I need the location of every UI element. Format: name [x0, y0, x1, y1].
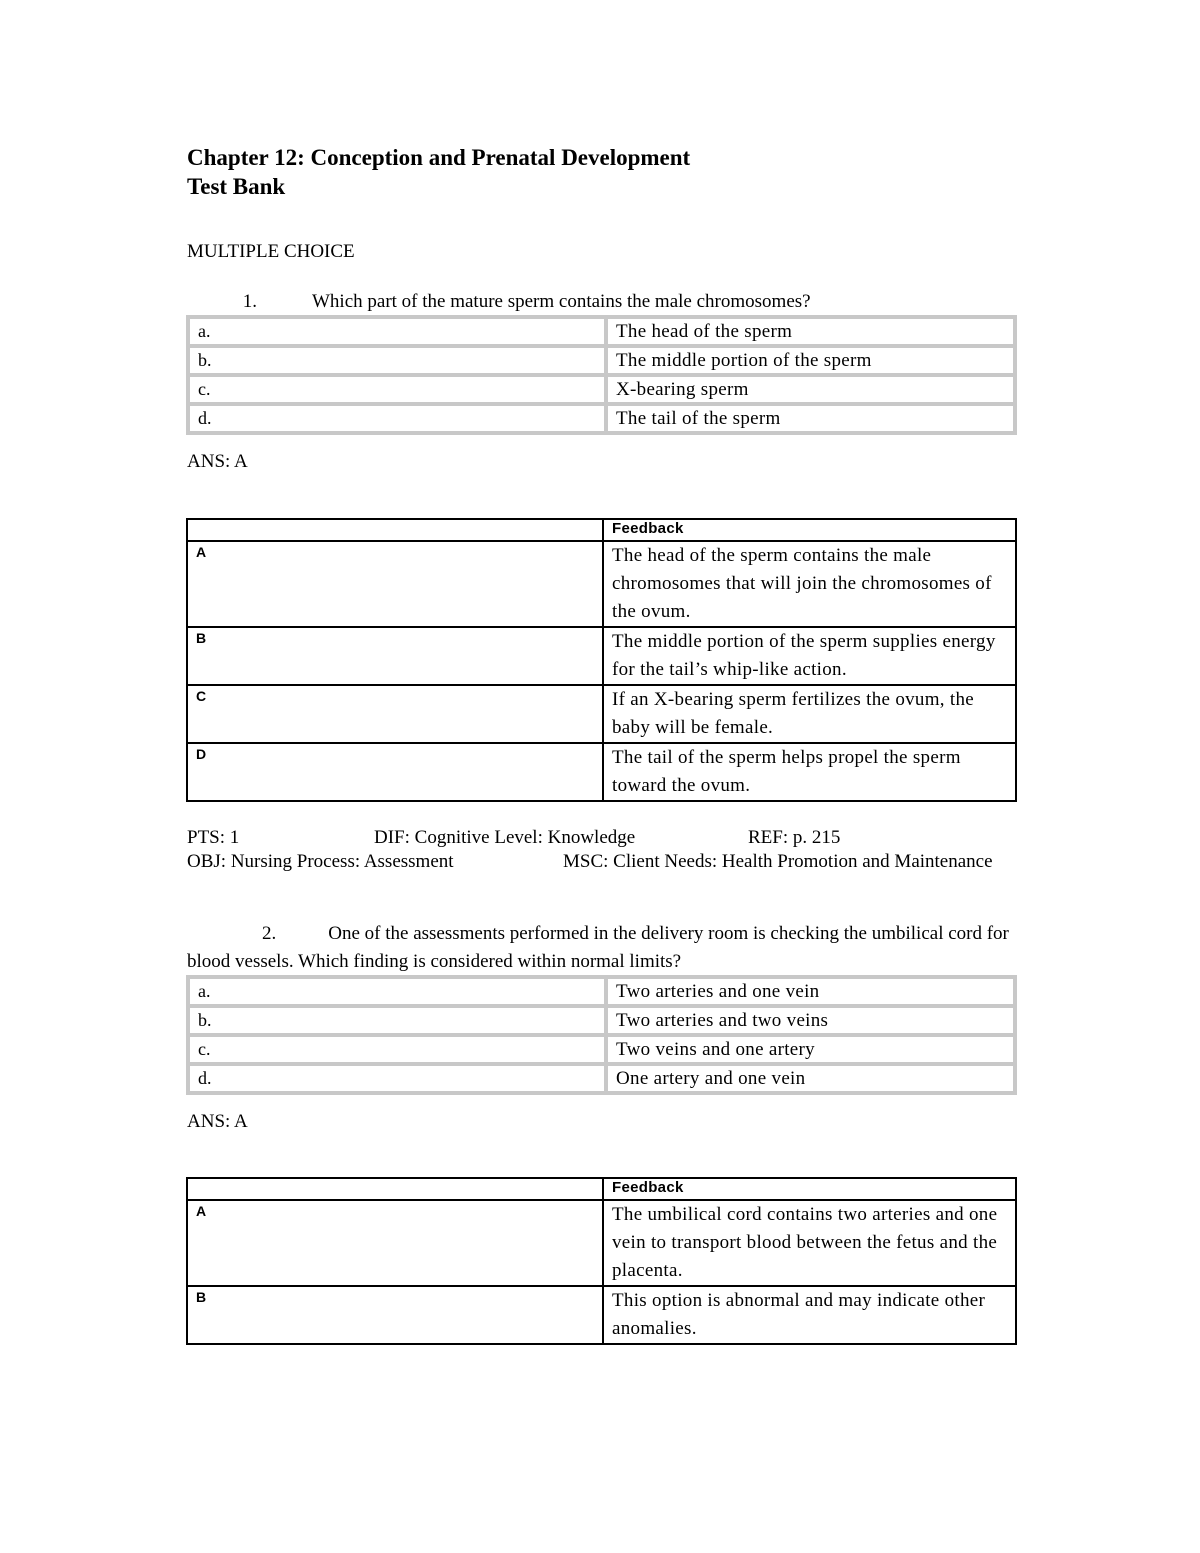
feedback-key: D	[187, 743, 603, 801]
meta-obj: OBJ: Nursing Process: Assessment	[187, 851, 454, 872]
option-row[interactable]	[188, 977, 1015, 1006]
question-text: One of the assessments performed in the delivery room is checking the umbilical cord for blood vessels. Which finding is considered within normal limits?	[187, 923, 1009, 972]
meta-ref: REF: p. 215	[748, 827, 841, 848]
answer-2: ANS: A	[187, 1111, 248, 1132]
question-2-stem	[187, 920, 1017, 976]
feedback-key: A	[187, 541, 603, 627]
test-bank-title: Test Bank	[187, 174, 286, 199]
answer-1: ANS: A	[187, 451, 248, 472]
question-1-feedback-table	[186, 518, 1017, 802]
section-heading: MULTIPLE CHOICE	[187, 241, 355, 262]
option-row[interactable]	[188, 375, 1015, 404]
option-letter: d.	[188, 1064, 606, 1093]
chapter-title: Chapter 12: Conception and Prenatal Development	[187, 145, 691, 170]
option-row[interactable]	[188, 404, 1015, 433]
question-2-feedback-table	[186, 1177, 1017, 1345]
meta-msc: MSC: Client Needs: Health Promotion and Maintenance	[563, 851, 993, 872]
feedback-key: B	[187, 627, 603, 685]
question-number: 1.	[242, 291, 257, 312]
option-text: The middle portion of the sperm	[606, 346, 1015, 375]
meta-dif: DIF: Cognitive Level: Knowledge	[374, 827, 636, 848]
feedback-text: If an X-bearing sperm fertilizes the ovum, the baby will be female.	[603, 685, 1016, 743]
feedback-header: Feedback	[603, 519, 1016, 541]
option-letter: b.	[188, 346, 606, 375]
option-text: Two arteries and two veins	[606, 1006, 1015, 1035]
option-row[interactable]	[188, 317, 1015, 346]
option-letter: c.	[188, 375, 606, 404]
option-letter: d.	[188, 404, 606, 433]
feedback-text: The umbilical cord contains two arteries and one vein to transport blood between the fetus and the placenta.	[603, 1200, 1016, 1286]
option-text: Two veins and one artery	[606, 1035, 1015, 1064]
option-row[interactable]	[188, 346, 1015, 375]
question-2-options	[186, 975, 1017, 1095]
option-row[interactable]	[188, 1064, 1015, 1093]
feedback-text: This option is abnormal and may indicate other anomalies.	[603, 1286, 1016, 1344]
feedback-header-blank	[187, 519, 603, 541]
feedback-header-blank	[187, 1178, 603, 1200]
option-text: Two arteries and one vein	[606, 977, 1015, 1006]
feedback-key: A	[187, 1200, 603, 1286]
feedback-header: Feedback	[603, 1178, 1016, 1200]
option-row[interactable]	[188, 1006, 1015, 1035]
option-text: X-bearing sperm	[606, 375, 1015, 404]
page-title	[187, 143, 690, 201]
option-text: The head of the sperm	[606, 317, 1015, 346]
option-letter: a.	[188, 317, 606, 346]
option-text: One artery and one vein	[606, 1064, 1015, 1093]
question-1-options	[186, 315, 1017, 435]
question-text: Which part of the mature sperm contains the male chromosomes?	[312, 291, 811, 312]
feedback-key: B	[187, 1286, 603, 1344]
feedback-text: The tail of the sperm helps propel the sperm toward the ovum.	[603, 743, 1016, 801]
feedback-key: C	[187, 685, 603, 743]
feedback-text: The head of the sperm contains the male chromosomes that will join the chromosomes of the ovum.	[603, 541, 1016, 627]
option-letter: c.	[188, 1035, 606, 1064]
question-1-metadata	[187, 826, 1017, 874]
option-letter: a.	[188, 977, 606, 1006]
option-text: The tail of the sperm	[606, 404, 1015, 433]
feedback-text: The middle portion of the sperm supplies energy for the tail’s whip-like action.	[603, 627, 1016, 685]
question-number: 2.	[262, 923, 277, 944]
question-1-stem	[187, 288, 1017, 316]
option-letter: b.	[188, 1006, 606, 1035]
option-row[interactable]	[188, 1035, 1015, 1064]
meta-pts: PTS: 1	[187, 827, 240, 848]
